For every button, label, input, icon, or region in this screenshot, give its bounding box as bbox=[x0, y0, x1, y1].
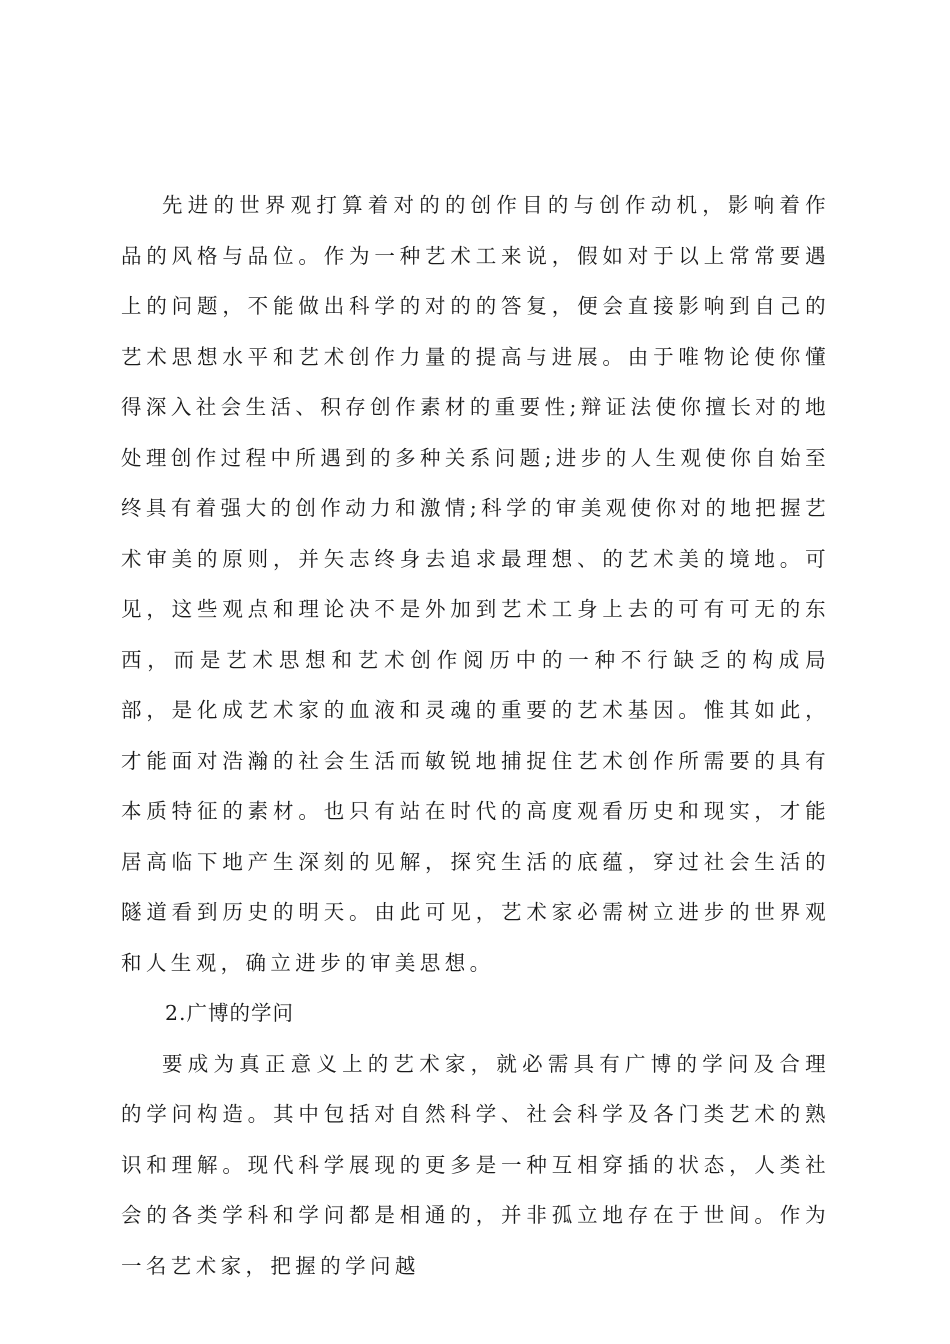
body-paragraph: 先进的世界观打算着对的的创作目的与创作动机，影响着作品的风格与品位。作为一种艺术工来说，假如对于以上常常要遇上的问题，不能做出科学的对的的答复，便会直接影响到自己的艺术思想水平和艺术创作力量的提高与进展。由于唯物论使你懂得深入社会生活、积存创作素材的重要性;辩证法使你擅长对的地处理创作过程中所遇到的多种关系问题;进步的人生观使你自始至终具有着强大的创作动力和激情;科学的审美观使你对的地把握艺术审美的原则，并矢志终身去追求最理想、的艺术美的境地。可见，这些观点和理论决不是外加到艺术工身上去的可有可无的东西，而是艺术思想和艺术创作阅历中的一种不行缺乏的构成局部，是化成艺术家的血液和灵魂的重要的艺术基因。惟其如此，才能面对浩瀚的社会生活而敏锐地捕捉住艺术创作所需要的具有本质特征的素材。也只有站在时代的高度观看历史和现实，才能居高临下地产生深刻的见解，探究生活的底蕴，穿过社会生活的隧道看到历史的明天。由此可见，艺术家必需树立进步的世界观和人生观，确立进步的审美思想。 bbox=[121, 193, 830, 975]
document-body bbox=[121, 180, 830, 1291]
body-paragraph: 要成为真正意义上的艺术家，就必需具有广博的学问及合理的学问构造。其中包括对自然科学、社会科学及各门类艺术的熟识和理解。现代科学展现的更多是一种互相穿插的状态，人类社会的各类学科和学问都是相通的，并非孤立地存在于世间。作为一名艺术家，把握的学问越 bbox=[121, 1051, 830, 1278]
section-heading: 2.广博的学问 bbox=[165, 1001, 295, 1025]
